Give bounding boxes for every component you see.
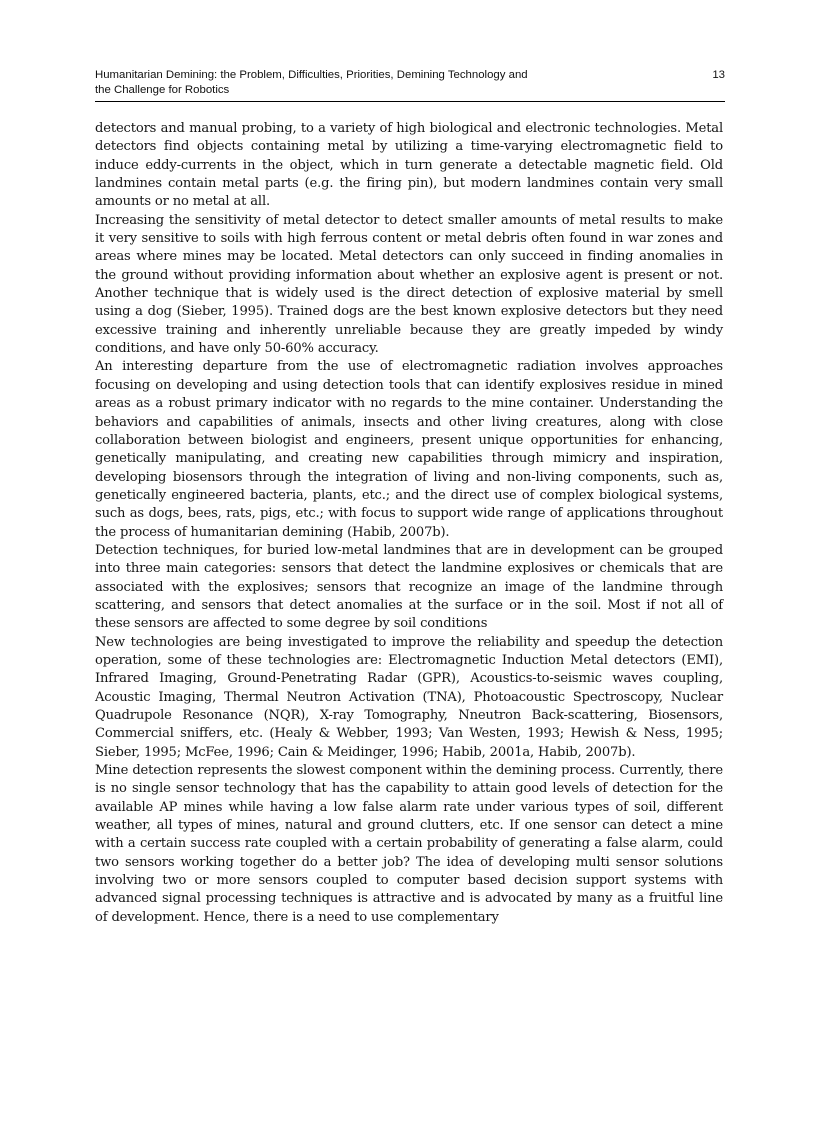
- running-header-title-line-2: the Challenge for Robotics: [95, 84, 230, 96]
- paragraph-1: detectors and manual probing, to a variety of high biological and electronic technologies. Metal detectors find objects containing metal by utilizing a time-varying electromagnetic field to induce eddy-currents in the object, which in turn generate a detectable magnetic field. Old landmines contain metal parts (e.g. the firing pin), but modern landmines contain very small amounts or no metal at all.: [95, 121, 723, 210]
- page-number: 13: [712, 69, 725, 81]
- paragraph-5: New technologies are being investigated to improve the reliability and speedup the detection operation, some of these technologies are: Electromagnetic Induction Metal detectors (EMI), Infrared Imaging, Ground-Penetrating Radar (GPR), Acoustics-to-seismic waves coupling, Acoustic Imaging, Thermal Neutron Activation (TNA), Photoacoustic Spectroscopy, Nuclear Quadrupole Resonance (NQR), X-ray Tomography, Nneutron Back-scattering, Biosensors, Commercial sniffers, etc. (Healy & Webber, 1993; Van Westen, 1993; Hewish & Ness, 1995; Sieber, 1995; McFee, 1996; Cain & Meidinger, 1996; Habib, 2001a, Habib, 2007b).: [95, 634, 723, 760]
- body-text: [95, 120, 723, 927]
- paragraph-6: Mine detection represents the slowest component within the demining process. Currently, there is no single sensor technology that has the capability to attain good levels of detection for the available AP mines while having a low false alarm rate under various types of soil, different weather, all types of mines, natural and ground clutters, etc. If one sensor can detect a mine with a certain success rate coupled with a certain probability of generating a false alarm, could two sensors working together do a better job? The idea of developing multi sensor solutions involving two or more sensors coupled to computer based decision support systems with advanced signal processing techniques is attractive and is advocated by many as a fruitful line of development. Hence, there is a need to use complementary: [95, 763, 723, 925]
- paragraph-4: Detection techniques, for buried low-metal landmines that are in development can be grouped into three main categories: sensors that detect the landmine explosives or chemicals that are associated with the explosives; sensors that recognize an image of the landmine through scattering, and sensors that detect anomalies at the surface or in the soil. Most if not all of these sensors are affected to some degree by soil conditions: [95, 542, 723, 632]
- running-header-title-line-1: Humanitarian Demining: the Problem, Difficulties, Priorities, Demining Technology and: [95, 69, 528, 81]
- running-header: [95, 68, 725, 98]
- header-rule: [95, 101, 725, 102]
- paragraph-2: Increasing the sensitivity of metal detector to detect smaller amounts of metal results to make it very sensitive to soils with high ferrous content or metal debris often found in war zones and areas where mines may be located. Metal detectors can only succeed in finding anomalies in the ground without providing information about whether an explosive agent is present or not. Another technique that is widely used is the direct detection of explosive material by smell using a dog (Sieber, 1995). Trained dogs are the best known explosive detectors but they need excessive training and inherently unreliable because they are greatly impeded by windy conditions, and have only 50-60% accuracy.: [95, 212, 723, 357]
- running-header-title: [95, 68, 655, 98]
- paragraph-3: An interesting departure from the use of electromagnetic radiation involves approaches focusing on developing and using detection tools that can identify explosives residue in mined areas as a robust primary indicator with no regards to the mine container. Understanding the behaviors and capabilities of animals, insects and other living creatures, along with close collaboration between biologist and engineers, present unique opportunities for enhancing, genetically manipulating, and creating new capabilities through mimicry and inspiration, developing biosensors through the integration of living and non-living components, such as, genetically engineered bacteria, plants, etc.; and the direct use of complex biological systems, such as dogs, bees, rats, pigs, etc.; with focus to support wide range of applications throughout the process of humanitarian demining (Habib, 2007b).: [95, 359, 723, 540]
